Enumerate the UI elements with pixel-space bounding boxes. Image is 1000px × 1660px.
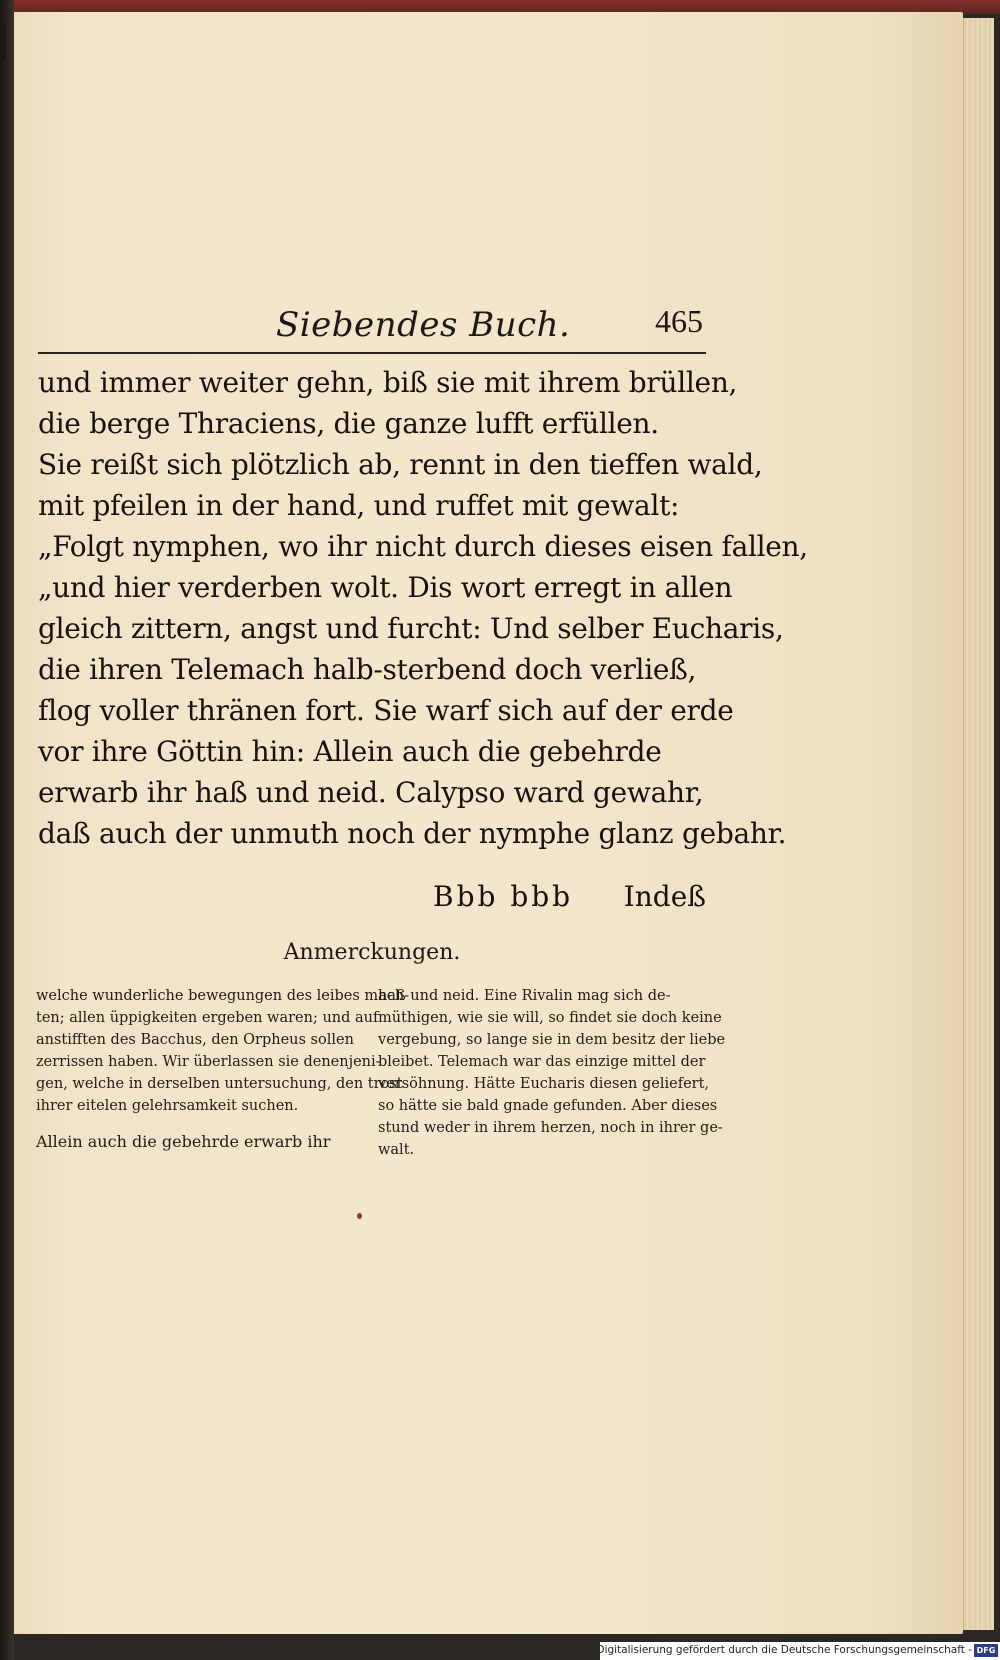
dfg-logo-icon: DFG (974, 1644, 998, 1657)
verse-line: „Folgt nymphen, wo ihr nicht durch dieses eisen fallen, (38, 530, 808, 563)
footer-credit: Digitalisierung gefördert durch die Deutsche Forschungsgemeinschaft - (596, 1644, 972, 1656)
verse-line: Sie reißt sich plötzlich ab, rennt in den tieffen wald, (38, 448, 763, 481)
note-lemma: Allein auch die gebehrde erwarb ihr (36, 1132, 331, 1151)
note-line: walt. (378, 1142, 415, 1158)
note-line: stund weder in ihrem herzen, noch in ihrer ge- (378, 1120, 723, 1136)
verse-line: vor ihre Göttin hin: Allein auch die gebehrde (38, 735, 662, 768)
notes-heading: Anmerckungen. (283, 940, 461, 965)
note-line: versöhnung. Hätte Eucharis diesen geliefert, (378, 1076, 710, 1092)
binding-edge (0, 0, 14, 1660)
header-rule (38, 352, 706, 354)
note-line: gen, welche in derselben untersuchung, den trost (36, 1076, 403, 1092)
note-line: haß und neid. Eine Rivalin mag sich de- (378, 988, 671, 1004)
page-number: 465 (655, 303, 703, 339)
verse-line: flog voller thränen fort. Sie warf sich auf der erde (38, 694, 734, 727)
signature-row (38, 880, 706, 920)
note-gap (36, 1117, 356, 1131)
page-header (40, 305, 705, 355)
note-line: ihrer eitelen gelehrsamkeit suchen. (36, 1098, 299, 1114)
note-line: so hätte sie bald gnade gefunden. Aber dieses (378, 1098, 718, 1114)
verse-line: die ihren Telemach halb-sterbend doch verließ, (38, 653, 697, 686)
note-line: ten; allen üppigkeiten ergeben waren; und auf (36, 1010, 379, 1026)
note-line: anstifften des Bacchus, den Orpheus sollen (36, 1032, 354, 1048)
verse-block (38, 362, 808, 854)
note-line: zerrissen haben. Wir überlassen sie denenjeni- (36, 1054, 381, 1070)
note-line: vergebung, so lange sie in dem besitz der liebe (378, 1032, 726, 1048)
note-line: müthigen, wie sie will, so findet sie doch keine (378, 1010, 722, 1026)
notes-column-right (378, 985, 726, 1161)
verse-line: die berge Thraciens, die ganze lufft erfüllen. (38, 407, 659, 440)
verse-line: erwarb ihr haß und neid. Calypso ward gewahr, (38, 776, 704, 809)
running-title: Siebendes Buch. (276, 305, 571, 345)
verse-line: und immer weiter gehn, biß sie mit ihrem brüllen, (38, 366, 738, 399)
ink-spot (357, 1213, 362, 1219)
verse-line: mit pfeilen in der hand, und ruffet mit gewalt: (38, 489, 680, 522)
note-line: bleibet. Telemach war das einzige mittel der (378, 1054, 706, 1070)
signature-mark: Bbb bbb (433, 880, 574, 913)
catchword: Indeß (623, 880, 706, 913)
verse-line: „und hier verderben wolt. Dis wort erregt in allen (38, 571, 733, 604)
verse-line: gleich zittern, angst und furcht: Und selber Eucharis, (38, 612, 784, 645)
page-edges (963, 18, 994, 1630)
note-line: welche wunderliche bewegungen des leibes mach- (36, 988, 410, 1004)
verse-line: daß auch der unmuth noch der nymphe glanz gebahr. (38, 817, 787, 850)
clip-mark (0, 22, 6, 62)
